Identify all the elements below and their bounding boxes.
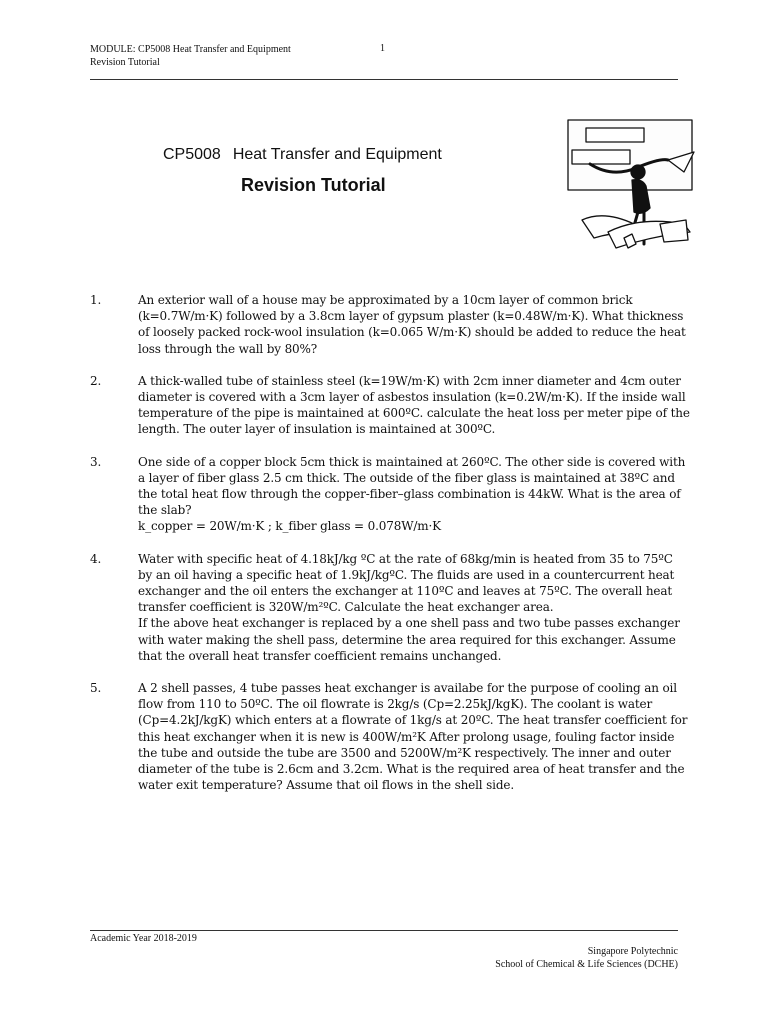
page-header — [90, 43, 291, 69]
question-text: An exterior wall of a house may be approximated by a 10cm layer of common brick (k=0.7W/m·K) followed by a 3.8cm layer of gypsum plaster (k=0.48W/m·K). What thickness of loosely packed rock-wool insulation (k=0.065 W/m·K) should be added to reduce the heat loss through the wall by 80%? — [138, 293, 686, 356]
footer-divider — [90, 930, 678, 931]
academic-year: Academic Year 2018-2019 — [90, 933, 197, 944]
page-title: Revision Tutorial — [241, 175, 386, 195]
question-text: One side of a copper block 5cm thick is maintained at 260ºC. The other side is covered with a layer of fiber glass 2.5 cm thick. The outside of the fiber glass is maintained at 38ºC and the total heat flow through the copper-fiber–glass combination is 44kW. What is the area of the slab? — [138, 454, 686, 518]
presenter-clipart — [560, 112, 700, 262]
page-number: 1 — [380, 43, 385, 54]
question-item — [90, 551, 690, 664]
question-text: A thick-walled tube of stainless steel (k=19W/m·K) with 2cm inner diameter and 4cm outer diameter is covered with a 3cm layer of asbestos insulation (k=0.2W/m·K). If the inside wall temperature of the pipe is maintained at 600ºC. calculate the heat loss per meter pipe of the length. The outer layer of insulation is maintained at 300ºC. — [138, 373, 690, 437]
module-label: MODULE: CP5008 Heat Transfer and Equipment — [90, 44, 291, 55]
school-name: School of Chemical & Life Sciences (DCHE) — [495, 959, 678, 970]
question-number: 4. — [90, 551, 102, 566]
course-name: Heat Transfer and Equipment — [232, 146, 442, 163]
question-item — [90, 680, 690, 793]
course-code: CP5008 — [163, 146, 221, 163]
question-text: k_copper = 20W/m·K ; k_fiber glass = 0.078W/m·K — [138, 519, 441, 534]
institution-name: Singapore Polytechnic — [587, 946, 678, 957]
page-footer — [495, 945, 678, 971]
question-number: 1. — [90, 293, 102, 307]
question-text: Water with specific heat of 4.18kJ/kg ºC at the rate of 68kg/min is heated from 35 to 75ºC by an oil having a specific heat of 1.9kJ/kgºC. The fluids are used in a countercurrent heat exchanger and the oil enters the exchanger at 110ºC and leaves at 75ºC. The overall heat transfer coefficient is 320W/m²ºC. Calculate the heat exchanger area. — [138, 551, 675, 615]
header-subtitle: Revision Tutorial — [90, 57, 160, 68]
question-number: 2. — [90, 373, 102, 388]
question-item — [90, 373, 690, 438]
question-number: 3. — [90, 454, 102, 469]
question-item — [90, 292, 690, 357]
course-title — [163, 146, 442, 164]
question-number: 5. — [90, 681, 102, 696]
question-text: If the above heat exchanger is replaced by a one shell pass and two tube passes exchanger with water making the shell pass, determine the area required for this exchanger. Assume that the overall heat transfer coefficient remains unchanged. — [138, 616, 680, 663]
header-divider — [90, 79, 678, 80]
question-text: A 2 shell passes, 4 tube passes heat exchanger is availabe for the purpose of cooling an oil flow from 110 to 50ºC. The oil flowrate is 2kg/s (Cp=2.25kJ/kgK). The coolant is water (Cp=4.2kJ/kgK) which enters at a flowrate of 1kg/s at 20ºC. The heat transfer coefficient for this heat exchanger when it is new is 400W/m²K After prolong usage, fouling factor inside the tube and outside the tube are 3500 and 5200W/m²K respectively. The inner and outer diameter of the tube is 2.6cm and 3.2cm. What is the required area of heat transfer and the water exit temperature? Assume that oil flows in the shell side. — [138, 681, 688, 793]
question-item — [90, 454, 690, 535]
question-list — [90, 292, 690, 793]
